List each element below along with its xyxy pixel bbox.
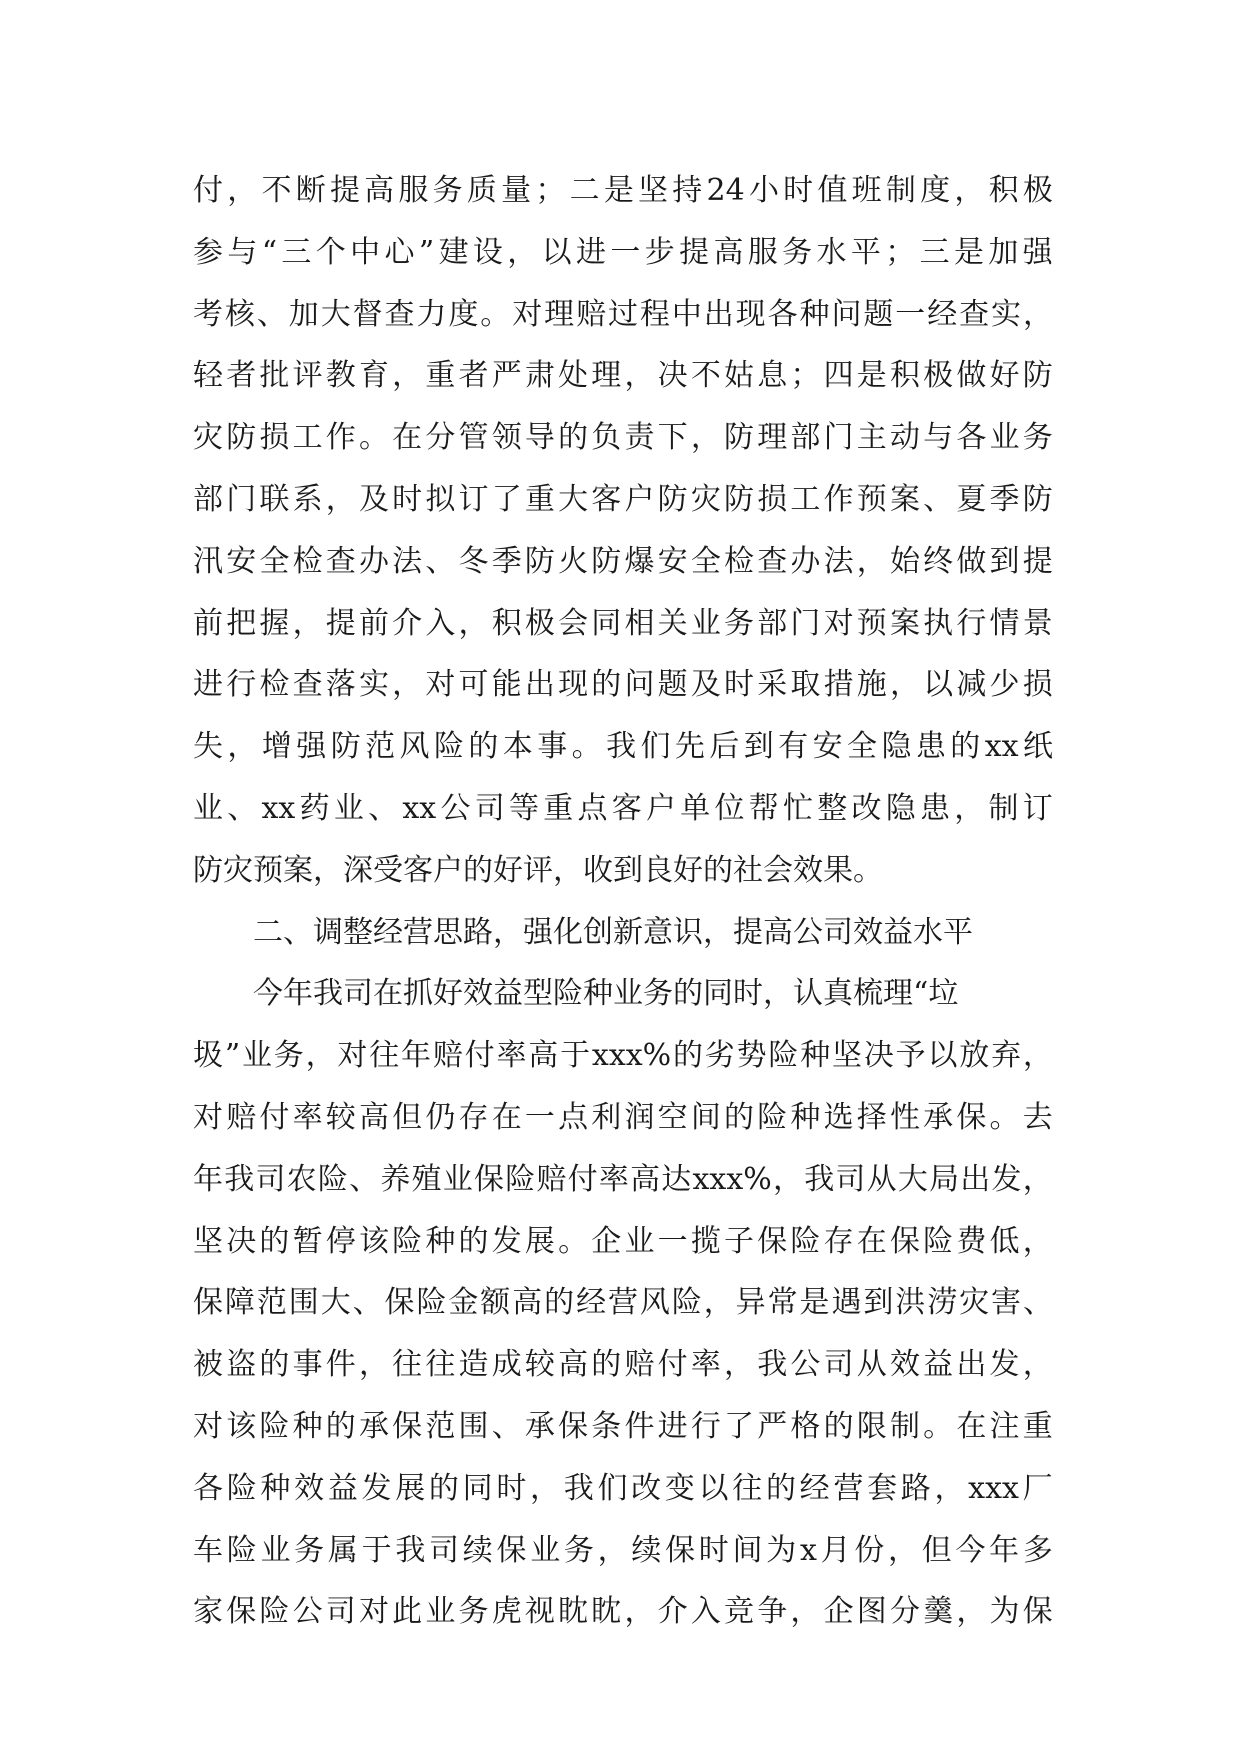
- text-line: 进 行 检 查 落 实 ， 对 可 能 出 现 的 问 题 及 时 采 取 措 施 ， 以 减 少 损: [193, 667, 1053, 703]
- text-line: 灾 防 损 工 作 。 在 分 管 领 导 的 负 责 下 ， 防 理 部 门 主 动 与 各 业 务: [193, 420, 1053, 456]
- document-body: [193, 160, 1053, 1643]
- text-line: 坚 决 的 暂 停 该 险 种 的 发 展 。 企 业 一 揽 子 保 险 存 在 保 险 费 低 ，: [193, 1223, 1053, 1259]
- text-line: 失 ， 增 强 防 范 风 险 的 本 事 。 我 们 先 后 到 有 安 全 隐 患 的 xx 纸: [193, 729, 1053, 765]
- text-line: 对 该 险 种 的 承 保 范 围 、 承 保 条 件 进 行 了 严 格 的 限 制 。 在 注 重: [193, 1408, 1053, 1444]
- text-line: 车 险 业 务 属 于 我 司 续 保 业 务 ， 续 保 时 间 为 x 月 份 ， 但 今 年 多: [193, 1532, 1053, 1568]
- text-line: 保 障 范 围 大 、 保 险 金 额 高 的 经 营 风 险 ， 异 常 是 遇 到 洪 涝 灾 害 、: [193, 1285, 1053, 1321]
- text-line: 部 门 联 系 ， 及 时 拟 订 了 重 大 客 户 防 灾 防 损 工 作 预 案 、 夏 季 防: [193, 481, 1053, 517]
- text-line: 防灾预案，深受客户的好评，收到良好的社会效果。: [193, 852, 883, 888]
- text-line: 家 保 险 公 司 对 此 业 务 虎 视 眈 眈 ， 介 入 竞 争 ， 企 图 分 羹 ， 为 保: [193, 1594, 1053, 1630]
- text-line: 圾 ” 业 务 ， 对 往 年 赔 付 率 高 于 xxx% 的 劣 势 险 种 坚 决 予 以 放 弃 ，: [193, 1038, 1053, 1074]
- text-line: 对 赔 付 率 较 高 但 仍 存 在 一 点 利 润 空 间 的 险 种 选 择 性 承 保 。 去: [193, 1099, 1053, 1135]
- text-line: 参 与 “ 三 个 中 心 ” 建 设 ， 以 进 一 步 提 高 服 务 水 平 ； 三 是 加 强: [193, 234, 1053, 270]
- text-line: 各 险 种 效 益 发 展 的 同 时 ， 我 们 改 变 以 往 的 经 营 套 路 ， xxx 厂: [193, 1470, 1053, 1506]
- text-line: 汛 安 全 检 查 办 法 、 冬 季 防 火 防 爆 安 全 检 查 办 法 ， 始 终 做 到 提: [193, 543, 1053, 579]
- text-line: 被 盗 的 事 件 ， 往 往 造 成 较 高 的 赔 付 率 ， 我 公 司 从 效 益 出 发 ，: [193, 1347, 1053, 1383]
- text-line: 考 核 、 加 大 督 查 力 度 。 对 理 赔 过 程 中 出 现 各 种 问 题 一 经 查 实 ，: [193, 296, 1053, 332]
- text-line: 今年我司在抓好效益型险种业务的同时，认真梳理“垃: [253, 976, 959, 1012]
- text-line: 付 ， 不 断 提 高 服 务 质 量 ； 二 是 坚 持 24 小 时 值 班 制 度 ， 积 极: [193, 173, 1053, 208]
- section-heading: 二、调整经营思路，强化创新意识，提高公司效益水平: [253, 914, 973, 950]
- text-line: 前 把 握 ， 提 前 介 入 ， 积 极 会 同 相 关 业 务 部 门 对 预 案 执 行 情 景: [193, 605, 1053, 641]
- text-line: 年 我 司 农 险 、 养 殖 业 保 险 赔 付 率 高 达 xxx% ， 我 司 从 大 局 出 发 ，: [193, 1161, 1053, 1197]
- text-line: 业 、 xx 药 业 、 xx 公 司 等 重 点 客 户 单 位 帮 忙 整 改 隐 患 ， 制 订: [193, 790, 1053, 826]
- text-line: 轻 者 批 评 教 育 ， 重 者 严 肃 处 理 ， 决 不 姑 息 ； 四 是 积 极 做 好 防: [193, 358, 1053, 394]
